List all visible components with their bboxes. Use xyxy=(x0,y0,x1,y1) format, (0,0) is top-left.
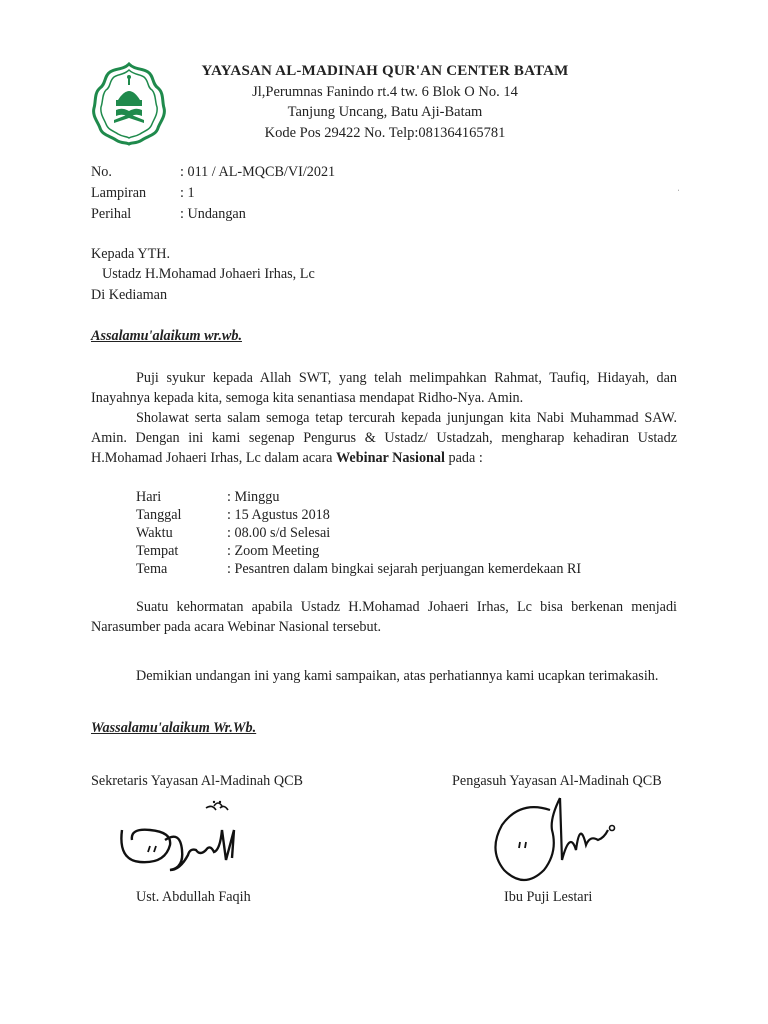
paragraph-2-tail: pada : xyxy=(444,450,483,466)
meta-value-attachment: : 1 xyxy=(180,185,195,201)
event-value-day: : Minggu xyxy=(227,489,280,505)
left-signature xyxy=(110,800,260,880)
address-line-2: Tanjung Uncang, Batu Aji-Batam xyxy=(287,104,483,120)
event-value-theme: : Pesantren dalam bingkai sejarah perjuangan kemerdekaan RI xyxy=(227,561,582,577)
paragraph-1: Puji syukur kepada Allah SWT, yang telah melimpahkan Rahmat, Taufiq, Hidayah, dan Inayahnya kepada kita, semoga kita senantiasa mendapat Ridho-Nya. Amin. xyxy=(91,370,677,406)
left-signatory-name: Ust. Abdullah Faqih xyxy=(136,889,251,905)
event-value-date: : 15 Agustus 2018 xyxy=(227,507,330,523)
paragraph-2-text: Sholawat serta salam semoga tetap tercurah kepada junjungan kita Nabi Muhammad SAW. Amin. Dengan ini kami segenap Pengurus & Ustadz/ Ustadzah, mengharap kehadiran Ustadz H.Mohamad Johaeri Irhas, Lc dalam acara xyxy=(91,410,677,466)
meta-value-number: : 011 / AL-MQCB/VI/2021 xyxy=(180,164,336,180)
event-value-time: : 08.00 s/d Selesai xyxy=(227,525,331,541)
organization-name: YAYASAN AL-MADINAH QUR'AN CENTER BATAM xyxy=(201,63,569,79)
recipient-location: Di Kediaman xyxy=(91,287,168,303)
paragraph-4: Demikian undangan ini yang kami sampaikan, atas perhatiannya kami ucapkan terimakasih. xyxy=(136,668,659,684)
closing-greeting: Wassalamu'alaikum Wr.Wb. xyxy=(91,720,257,736)
event-label-theme: Tema xyxy=(136,561,168,577)
right-signature xyxy=(480,790,630,890)
meta-label-subject: Perihal xyxy=(91,206,132,222)
meta-label-number: No. xyxy=(91,164,112,180)
opening-greeting: Assalamu'alaikum wr.wb. xyxy=(91,328,242,344)
event-name: Webinar Nasional xyxy=(336,450,445,466)
right-signatory-title: Pengasuh Yayasan Al-Madinah QCB xyxy=(452,773,662,789)
meta-label-attachment: Lampiran xyxy=(91,185,147,201)
meta-value-subject: : Undangan xyxy=(180,206,246,222)
paragraph-2 xyxy=(91,408,677,468)
event-label-day: Hari xyxy=(136,489,162,505)
event-label-date: Tanggal xyxy=(136,507,182,523)
event-label-time: Waktu xyxy=(136,525,173,541)
recipient-salutation: Kepada YTH. xyxy=(91,246,171,262)
right-signatory-name: Ibu Puji Lestari xyxy=(504,889,593,905)
address-line-1: Jl,Perumnas Fanindo rt.4 tw. 6 Blok O No. 14 xyxy=(252,84,518,100)
event-value-place: : Zoom Meeting xyxy=(227,543,320,559)
address-line-3: Kode Pos 29422 No. Telp:081364165781 xyxy=(264,125,506,141)
paragraph-3: Suatu kehormatan apabila Ustadz H.Mohamad Johaeri Irhas, Lc bisa berkenan menjadi Narasumber pada acara Webinar Nasional tersebut. xyxy=(91,599,677,635)
event-label-place: Tempat xyxy=(136,543,179,559)
recipient-name: Ustadz H.Mohamad Johaeri Irhas, Lc xyxy=(102,266,315,282)
left-signatory-title: Sekretaris Yayasan Al-Madinah QCB xyxy=(91,773,303,789)
stray-dot: ˌ xyxy=(677,182,680,191)
